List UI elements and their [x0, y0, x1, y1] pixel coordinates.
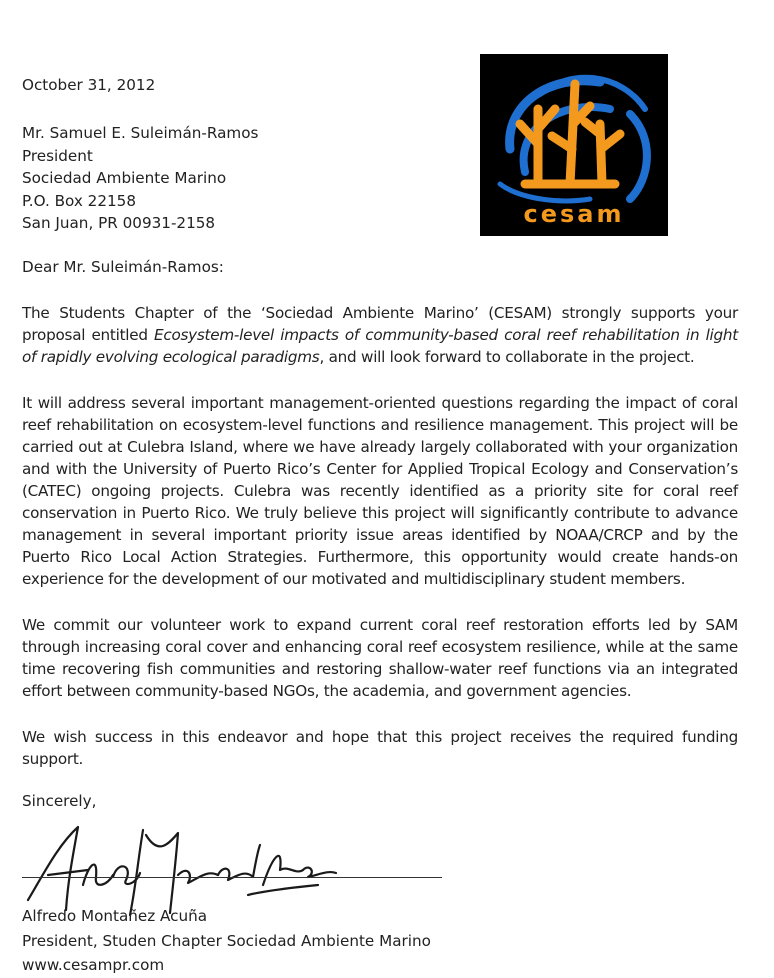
recipient-po-box: P.O. Box 22158 [22, 191, 136, 210]
signer-name: Alfredo Montañez Acuña [22, 907, 208, 925]
recipient-title: President [22, 146, 93, 165]
recipient-city: San Juan, PR 00931-2158 [22, 214, 216, 233]
recipient-name: Mr. Samuel E. Suleimán-Ramos [22, 124, 259, 142]
paragraph-4: We wish success in this endeavor and hope that this project receives the required funding support. [22, 728, 738, 768]
closing: Sincerely, [22, 792, 97, 810]
cesam-logo [480, 54, 668, 236]
letter-date: October 31, 2012 [22, 76, 156, 94]
paragraph-1 [22, 302, 738, 368]
signature-line [22, 877, 442, 878]
paragraph-2: It will address several important management-oriented questions regarding the impact of coral reef rehabilitation on ecosystem-level functions and resilience management. This project will be carried out at Culebra Island, where we have already largely collaborated with your organization and with the University of Puerto Rico’s Center for Applied Tropical Ecology and Conservation’s (CATEC) ongoing projects. Culebra was recently identified as a priority site for coral reef conservation in Puerto Rico. We truly believe this project will significantly contribute to advance management in several important priority issue areas identified by NOAA/CRCP and by the Puerto Rico Local Action Strategies. Furthermore, this opportunity would create hands-on experience for the development of our motivated and multidisciplinary student members. [22, 394, 738, 588]
recipient-organization: Sociedad Ambiente Marino [22, 169, 227, 188]
logo-text: cesam [523, 200, 625, 228]
signer-title: President, Studen Chapter Sociedad Ambiente Marino [22, 931, 431, 950]
paragraph-1-intro: The Students Chapter of the ‘Sociedad Ambiente Marino’ (CESAM) strongly supports your proposal entitled [22, 304, 738, 344]
cesam-logo-graphic [480, 54, 668, 236]
recipient-address-block [22, 122, 258, 235]
proposal-title: Ecosystem-level impacts of community-based coral reef rehabilitation in light of rapidly evolving ecological paradigms [22, 326, 738, 366]
paragraph-3: We commit our volunteer work to expand current coral reef restoration efforts led by SAM through increasing coral cover and enhancing coral reef ecosystem resilience, while at the same time recovering fish communities and restoring shallow-water reef functions via an integrated effort between community-based NGOs, the academia, and government agencies. [22, 616, 738, 700]
signer-block [22, 904, 431, 978]
signer-website[interactable]: www.cesampr.com [22, 956, 165, 974]
salutation: Dear Mr. Suleimán-Ramos: [22, 258, 224, 276]
paragraph-1-end: , and will look forward to collaborate in the project. [319, 348, 695, 366]
